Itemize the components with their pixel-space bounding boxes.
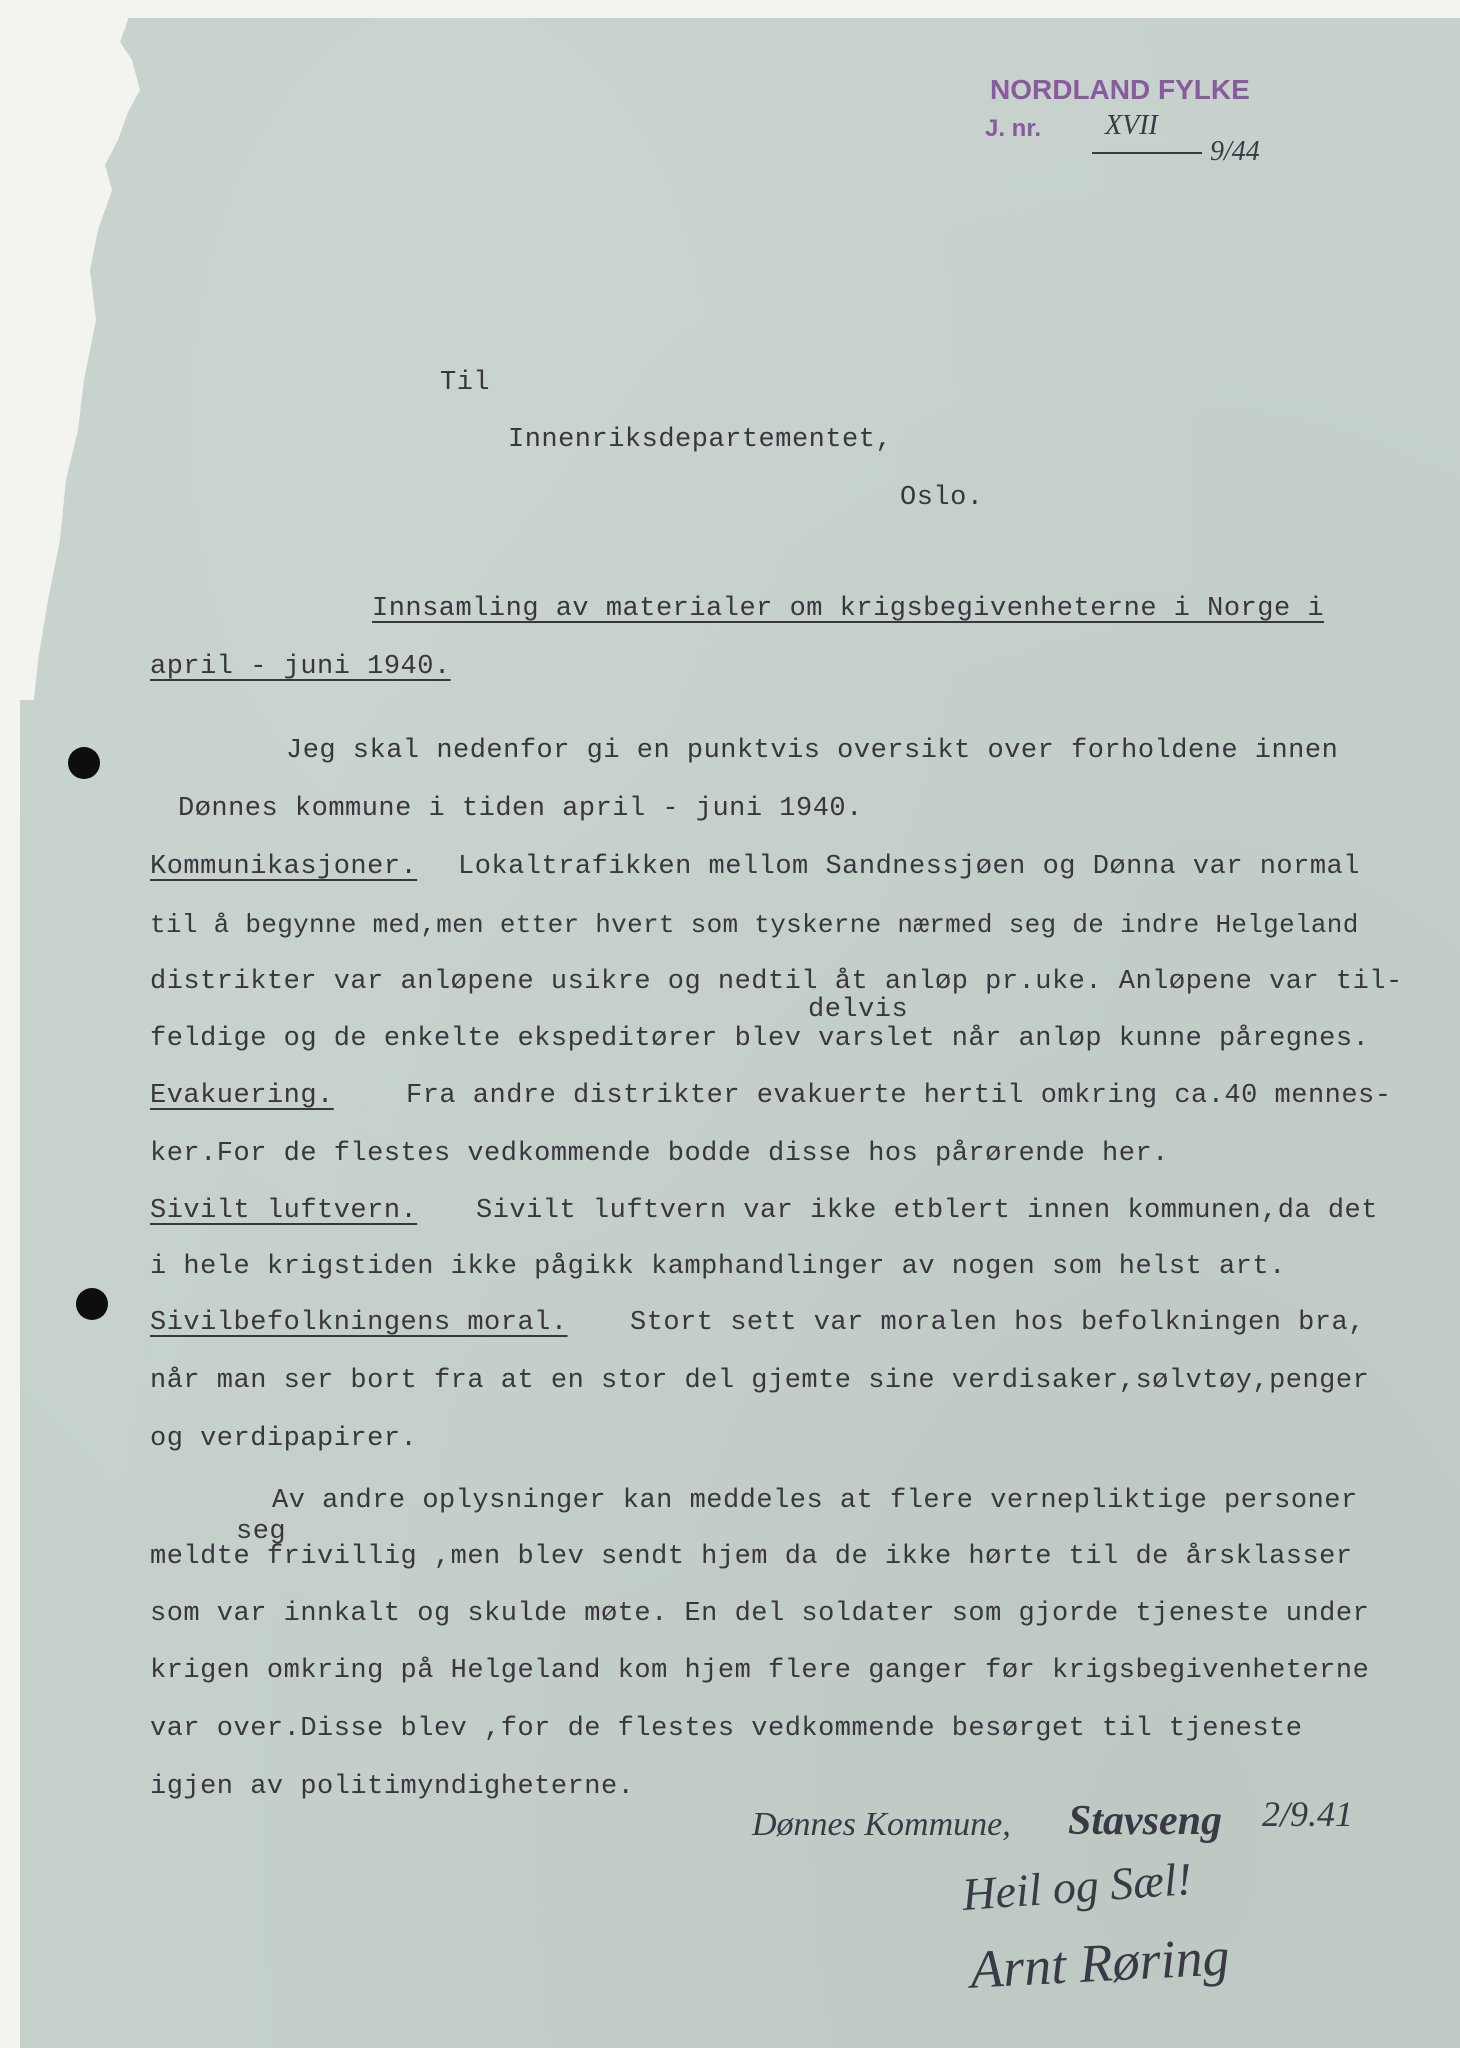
evakuering-line-1: Fra andre distrikter evakuerte hertil omkring ca.40 mennes- bbox=[406, 1081, 1392, 1111]
closing-municipality: Dønnes Kommune, bbox=[752, 1806, 1011, 1843]
other-info-line-6: igjen av politimyndigheterne. bbox=[150, 1772, 635, 1802]
stamp-number-value: XVII bbox=[1105, 110, 1158, 141]
punch-hole-bottom bbox=[76, 1288, 108, 1320]
intro-line-1: Jeg skal nedenfor gi en punktvis oversikt over forholdene innen bbox=[286, 736, 1339, 766]
section-heading-kommunikasjoner: Kommunikasjoner. bbox=[150, 852, 418, 882]
torn-edge bbox=[0, 0, 180, 700]
address-recipient: Innenriksdepartementet, bbox=[508, 425, 893, 455]
other-info-line-1: Av andre oplysninger kan meddeles at flere vernepliktige personer bbox=[272, 1486, 1358, 1516]
closing-greeting: Heil og Sæl! bbox=[960, 1853, 1194, 1920]
other-info-line-2: meldte frivillig ,men blev sendt hjem da de ikke hørte til de årsklasser bbox=[150, 1542, 1353, 1572]
moral-line-3: og verdipapirer. bbox=[150, 1424, 418, 1454]
kommunikasjoner-line-4: feldige og de enkelte ekspeditører blev varslet når anløp kunne påregnes. bbox=[150, 1024, 1370, 1054]
closing-date: 2/9.41 bbox=[1262, 1794, 1354, 1834]
punch-hole-top bbox=[68, 747, 100, 779]
kommunikasjoner-line-2: til å begynne med,men etter hvert som tyskerne nærmed seg de indre Helgeland bbox=[150, 910, 1359, 940]
moral-line-1: Stort sett var moralen hos befolkningen bra, bbox=[630, 1308, 1365, 1338]
section-heading-moral: Sivilbefolkningens moral. bbox=[150, 1308, 568, 1338]
other-info-line-4: krigen omkring på Helgeland kom hjem flere ganger før krigsbegivenheterne bbox=[150, 1656, 1370, 1686]
evakuering-line-2: ker.For de flestes vedkommende bodde disse hos pårørende her. bbox=[150, 1139, 1169, 1169]
closing-signature: Arnt Røring bbox=[968, 1926, 1231, 2000]
section-heading-evakuering: Evakuering. bbox=[150, 1081, 334, 1111]
other-info-line-3: som var innkalt og skulde møte. En del soldater som gjorde tjeneste under bbox=[150, 1599, 1370, 1629]
kommunikasjoner-line-3: distrikter var anløpene usikre og nedtil åt anløp pr.uke. Anløpene var til- bbox=[150, 967, 1403, 997]
kommunikasjoner-line-1: Lokaltrafikken mellom Sandnessjøen og Dønna var normal bbox=[458, 852, 1360, 882]
stamp-number-label: J. nr. bbox=[985, 115, 1042, 142]
address-city: Oslo. bbox=[900, 483, 984, 513]
intro-line-2: Dønnes kommune i tiden april - juni 1940. bbox=[178, 794, 863, 824]
stamp-number-suffix: 9/44 bbox=[1210, 136, 1260, 167]
address-to: Til bbox=[440, 368, 491, 398]
other-info-insert: seg bbox=[236, 1517, 287, 1547]
stamp-office: NORDLAND FYLKE bbox=[990, 74, 1250, 105]
section-heading-sivilt-luftvern: Sivilt luftvern. bbox=[150, 1196, 418, 1226]
kommunikasjoner-insert: delvis bbox=[808, 995, 909, 1025]
subject-line-2: april - juni 1940. bbox=[150, 652, 451, 682]
sivilt-luftvern-line-1: Sivilt luftvern var ikke etblert innen kommunen,da det bbox=[476, 1196, 1378, 1226]
stamp-underline bbox=[1092, 152, 1202, 154]
other-info-line-5: var over.Disse blev ,for de flestes vedkommende besørget til tjeneste bbox=[150, 1714, 1303, 1744]
moral-line-2: når man ser bort fra at en stor del gjemte sine verdisaker,sølvtøy,penger bbox=[150, 1366, 1370, 1396]
subject-line-1: Innsamling av materialer om krigsbegivenheterne i Norge i bbox=[372, 594, 1325, 624]
sivilt-luftvern-line-2: i hele krigstiden ikke pågikk kamphandlinger av nogen som helst art. bbox=[150, 1252, 1286, 1282]
closing-place: Stavseng bbox=[1068, 1798, 1223, 1844]
